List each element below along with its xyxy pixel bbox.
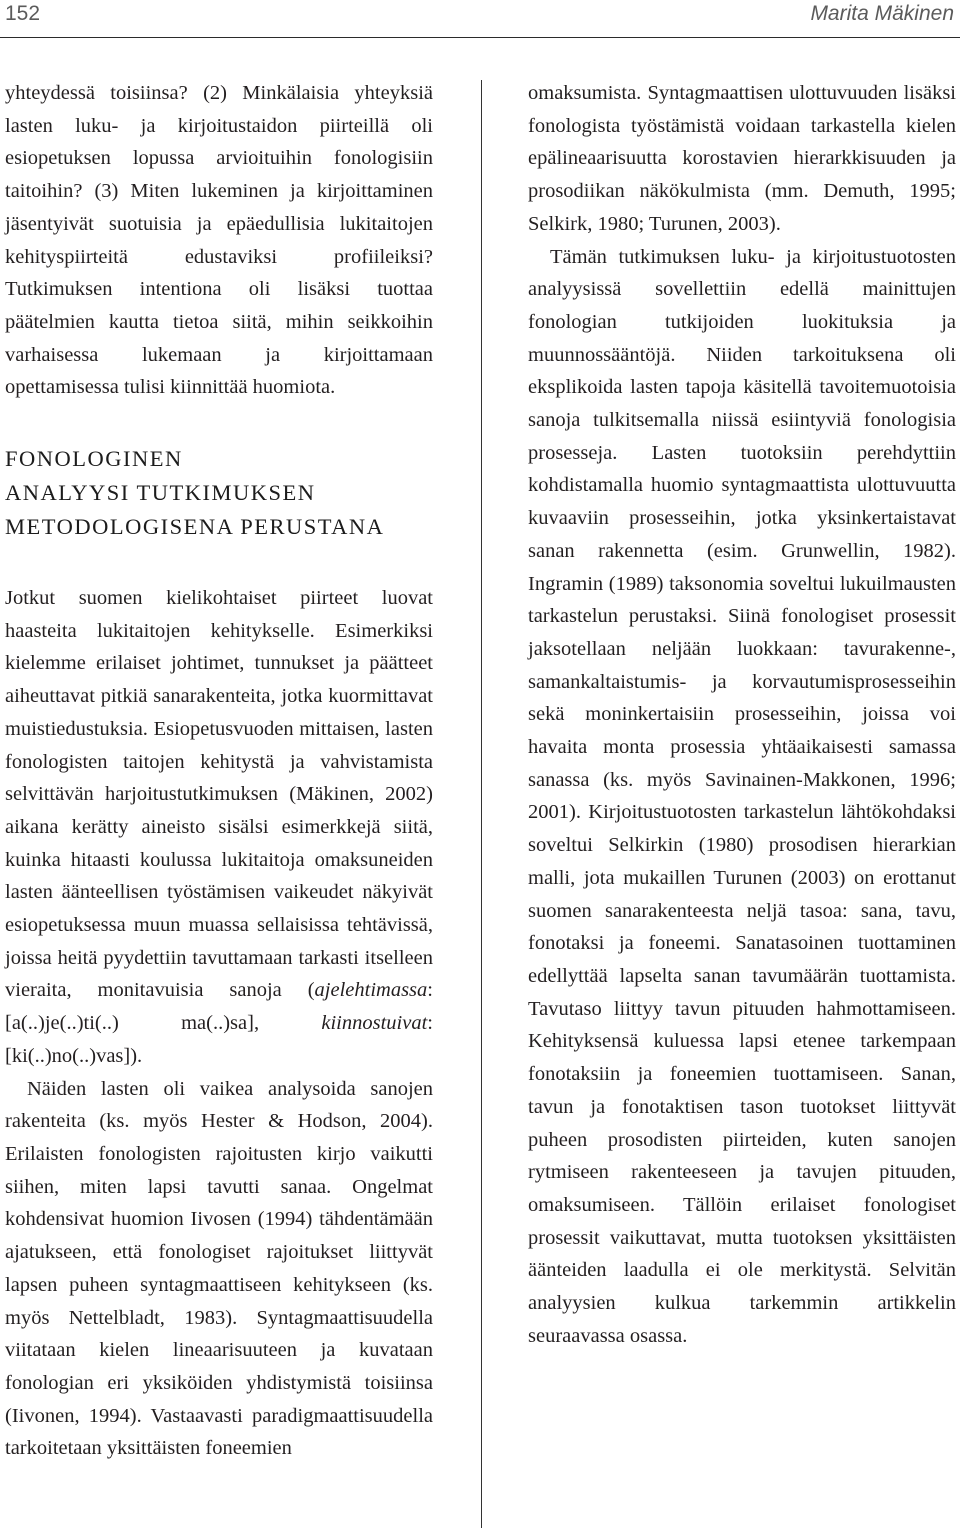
page-header xyxy=(0,0,960,40)
section-heading-line-2: ANALYYSI TUTKIMUKSEN xyxy=(5,480,316,506)
left-paragraph-2-text-b: : [a(..)je(..)ti(..) ma(..)sa], xyxy=(5,979,433,1035)
right-column xyxy=(528,77,956,1352)
section-heading-line-3: METODOLOGISENA PERUSTANA xyxy=(5,514,385,540)
right-paragraph-1: omaksumista. Syntagmaattisen ulottuvuuden lisäksi fonologista työstämistä voidaan tarkastella kielen epälineaarisuutta korostavien hierarkkisuuden ja prosodiikan näkökulmista (mm. Demuth, 1995; Selkirk, 1980; Turunen, 2003). xyxy=(528,82,956,235)
section-heading xyxy=(5,442,433,544)
column-divider xyxy=(481,80,482,1528)
left-paragraph-3: Näiden lasten oli vaikea analysoida sanojen rakenteita (ks. myös Hester & Hodson, 2004). Erilaisten fonologisten rajoitusten kirjo vaikutti siihen, miten lapsi tavutti sanaa. Ongelmat kohdensivat huomion Iivosen (1994) tähdentämään ajatukseen, että fonologiset rajoitukset liittyvät lapsen puheen syntagmaattiseen kehitykseen (ks. myös Nettelbladt, 1983). Syntagmaattisuudella viitataan kielen lineaarisuuteen ja kuvataan fonologian eri yksiköiden yhdistymistä toisiinsa (Iivonen, 1994). Vastaavasti paradigmaattisuudella tarkoitetaan yksittäisten foneemien xyxy=(5,1077,433,1460)
page-number: 152 xyxy=(5,2,41,25)
section-heading-line-1: FONOLOGINEN xyxy=(5,446,183,472)
header-rule xyxy=(0,37,960,38)
left-paragraph-2-text-c: : [ki(..)no(..)vas]). xyxy=(5,1012,433,1067)
example-word-ajelehtimassa: ajelehtimassa xyxy=(314,979,428,1002)
left-paragraph-2 xyxy=(5,582,433,1073)
left-paragraph-1: yhteydessä toisiinsa? (2) Minkälaisia yhteyksiä lasten luku- ja kirjoitustaidon piirteillä oli esiopetuksen lopussa arvioituihin fonologisiin taitoihin? (3) Miten lukeminen ja kirjoittaminen jäsentyivät suotuisia ja epäedullisia lukitaitojen kehityspiirteitä edustaviksi profiileiksi? Tutkimuksen intentiona oli lisäksi tuottaa päätelmien kautta tietoa siitä, mihin seikkoihin varhaisessa lukemaan ja kirjoittamaan opettamisessa tulisi kiinnittää huomiota. xyxy=(5,82,433,399)
running-head-author: Marita Mäkinen xyxy=(810,2,954,25)
left-column xyxy=(5,77,433,1465)
right-paragraph-2: Tämän tutkimuksen luku- ja kirjoitustuotosten analyysissä sovellettiin edellä mainittujen fonologian tutkijoiden luokituksia ja muunnossääntöjä. Niiden tarkoituksena oli eksplikoida lasten tapoja käsitellä tavoitemuotoisia sanoja tulkitsemalla niissä esiintyviä fonologisia prosesseja. Lasten tuotoksiin perehdyttiin kohdistamalla huomio syntagmaattista ulottuvuutta kuvaaviin prosesseihin, jotka yksinkertaistavat sanan rakennetta (esim. Grunwellin, 1982). Ingramin (1989) taksonomia soveltui lukuilmausten tarkastelun perustaksi. Siinä fonologiset prosessit jaksotellaan neljään luokkaan: tavurakenne-, samankaltaistumis- ja korvautumisprosesseihin sekä moninkertaisiin prosesseihin, joissa voi havaita monta prosessia yhtäaikaisesti samassa sanassa (ks. myös Savinainen-Makkonen, 1996; 2001). Kirjoitustuotosten tarkastelun lähtökohdaksi soveltui Selkirkin (1980) prosodisen hierarkian malli, jota mukaillen Turunen (2003) on erottanut suomen sanarakenteesta neljä tasoa: sana, tavu, fonotaksi ja foneemi. Sanatasoinen tuottaminen edellyttää lapselta sanan tavumäärän tuottamista. Tavutaso liittyy tavun pituuden hahmottamiseen. Kehityksensä kuluessa lapsi etenee tarkempaan fonotaksiin ja foneemien tuottamiseen. Sanan, tavun ja fonotaktisen tason tuotokset liittyvät puheen prosodisten piirteiden, kuten sanojen rytmiseen rakenteeseen ja tavujen pituuden, omaksumiseen. Tällöin erilaiset fonologiset prosessit vaikuttavat, mutta tuotoksen yksittäisten äänteiden laadulla ei ole merkitystä. Selvitän analyysien kulkua tarkemmin artikkelin seuraavassa osassa. xyxy=(528,245,956,1347)
left-paragraph-2-text-a: Jotkut suomen kielikohtaiset piirteet luovat haasteita lukitaitojen kehitykselle. Esimerkiksi kielemme erilaiset johtimet, tunnukset ja päätteet aiheuttavat pitkiä sanarakenteita, jotka kuormittavat muistiedustuksia. Esiopetusvuoden mittaisen, lasten fonologisten taitojen kehitystä ja vahvistamista selvittävän harjoitustutkimuksen (Mäkinen, 2002) aikana kerätty aineisto sisälsi esimerkkejä siitä, kuinka hitaasti koulussa lukitaitoja omaksuneiden lasten äänteellisen työstämisen vaikeudet näkyivät esiopetuksessa muun muassa sellaisissa tehtävissä, joissa heitä pyydettiin tavuttamaan tarkasti itselleen vieraita, monitavuisia sanoja ( xyxy=(5,587,433,1002)
example-word-kiinnostuivat: kiinnostuivat xyxy=(321,1012,428,1035)
